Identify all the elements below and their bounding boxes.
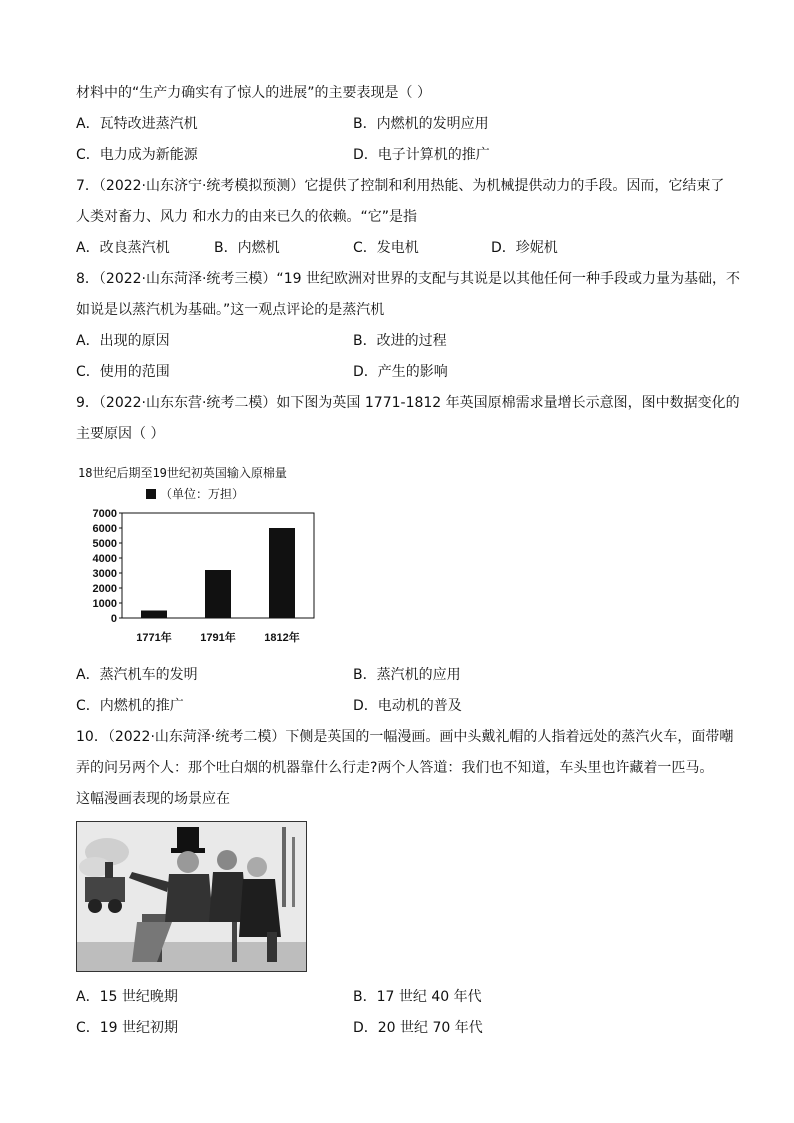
q8-option-d[interactable]: D．产生的影响 [353,364,448,380]
legend-label: （单位：万担） [160,487,245,501]
q10-option-d[interactable]: D．20 世纪 70 年代 [353,1020,483,1036]
chart-title: 18世纪后期至19世纪初英国输入原棉量 [78,466,287,480]
q9-option-b[interactable]: B．蒸汽机的应用 [353,667,461,683]
x-tick-label: 1791年 [200,632,236,644]
q9-option-d[interactable]: D．电动机的普及 [353,698,462,714]
bar-1791年 [205,570,231,618]
q8-option-a[interactable]: A．出现的原因 [76,333,170,349]
y-tick-label: 6000 [92,523,117,535]
q7-option-c[interactable]: C．发电机 [353,240,419,256]
cartoon-illustration [77,822,307,972]
q7-option-b[interactable]: B．内燃机 [214,240,280,256]
bar-chart [70,505,330,650]
q6-option-b[interactable]: B．内燃机的发明应用 [353,116,489,132]
y-tick-label: 3000 [92,568,117,580]
q7-option-d[interactable]: D．珍妮机 [491,240,558,256]
y-tick-label: 1000 [92,598,117,610]
q10-option-b[interactable]: B．17 世纪 40 年代 [353,989,482,1005]
y-tick-label: 7000 [92,508,117,520]
q6-option-d[interactable]: D．电子计算机的推广 [353,147,490,163]
x-tick-label: 1812年 [264,632,300,644]
bar-1771年 [141,611,167,619]
q7-stem-line1: 7．（2022·山东济宁·统考模拟预测）它提供了控制和利用热能、为机械提供动力的手段。因而，它结束了 [76,178,725,194]
q6-option-a[interactable]: A．瓦特改进蒸汽机 [76,116,198,132]
q10-option-c[interactable]: C．19 世纪初期 [76,1020,179,1036]
q10-stem-line2: 弄的问另两个人：那个吐白烟的机器靠什么行走?两个人答道：我们也不知道，车头里也许藏着一匹马。 [76,760,714,776]
q9-stem-line2: 主要原因（ ） [76,426,165,442]
q6-stem: 材料中的“生产力确实有了惊人的进展”的主要表现是（ ） [76,85,431,101]
y-tick-label: 2000 [92,583,117,595]
q6-option-c[interactable]: C．电力成为新能源 [76,147,198,163]
q8-option-c[interactable]: C．使用的范围 [76,364,170,380]
q8-option-b[interactable]: B．改进的过程 [353,333,447,349]
chart-legend [146,485,244,502]
q9-stem-line1: 9．（2022·山东东营·统考二模）如下图为英国 1771-1812 年英国原棉需求量增长示意图，图中数据变化的 [76,395,740,411]
q10-stem-line1: 10．（2022·山东菏泽·统考二模）下侧是英国的一幅漫画。画中头戴礼帽的人指着远处的蒸汽火车，面带嘲 [76,729,734,745]
legend-swatch [146,489,156,499]
y-tick-label: 0 [110,613,117,625]
y-tick-label: 4000 [92,553,117,565]
q7-stem-line2: 人类对畜力、风力 和水力的由来已久的依赖。“它”是指 [76,209,417,225]
q8-stem-line1: 8．（2022·山东菏泽·统考三模）“19 世纪欧洲对世界的支配与其说是以其他任何一种手段或力量为基础，不 [76,271,740,287]
q9-option-c[interactable]: C．内燃机的推广 [76,698,184,714]
q8-stem-line2: 如说是以蒸汽机为基础。”这一观点评论的是蒸汽机 [76,302,385,318]
cartoon-image [76,821,307,972]
q7-option-a[interactable]: A．改良蒸汽机 [76,240,170,256]
q9-option-a[interactable]: A．蒸汽机车的发明 [76,667,198,683]
y-tick-label: 5000 [92,538,117,550]
q10-stem-line3: 这幅漫画表现的场景应在 [76,791,230,807]
q10-option-a[interactable]: A．15 世纪晚期 [76,989,178,1005]
x-tick-label: 1771年 [136,632,172,644]
bar-1812年 [269,528,295,618]
